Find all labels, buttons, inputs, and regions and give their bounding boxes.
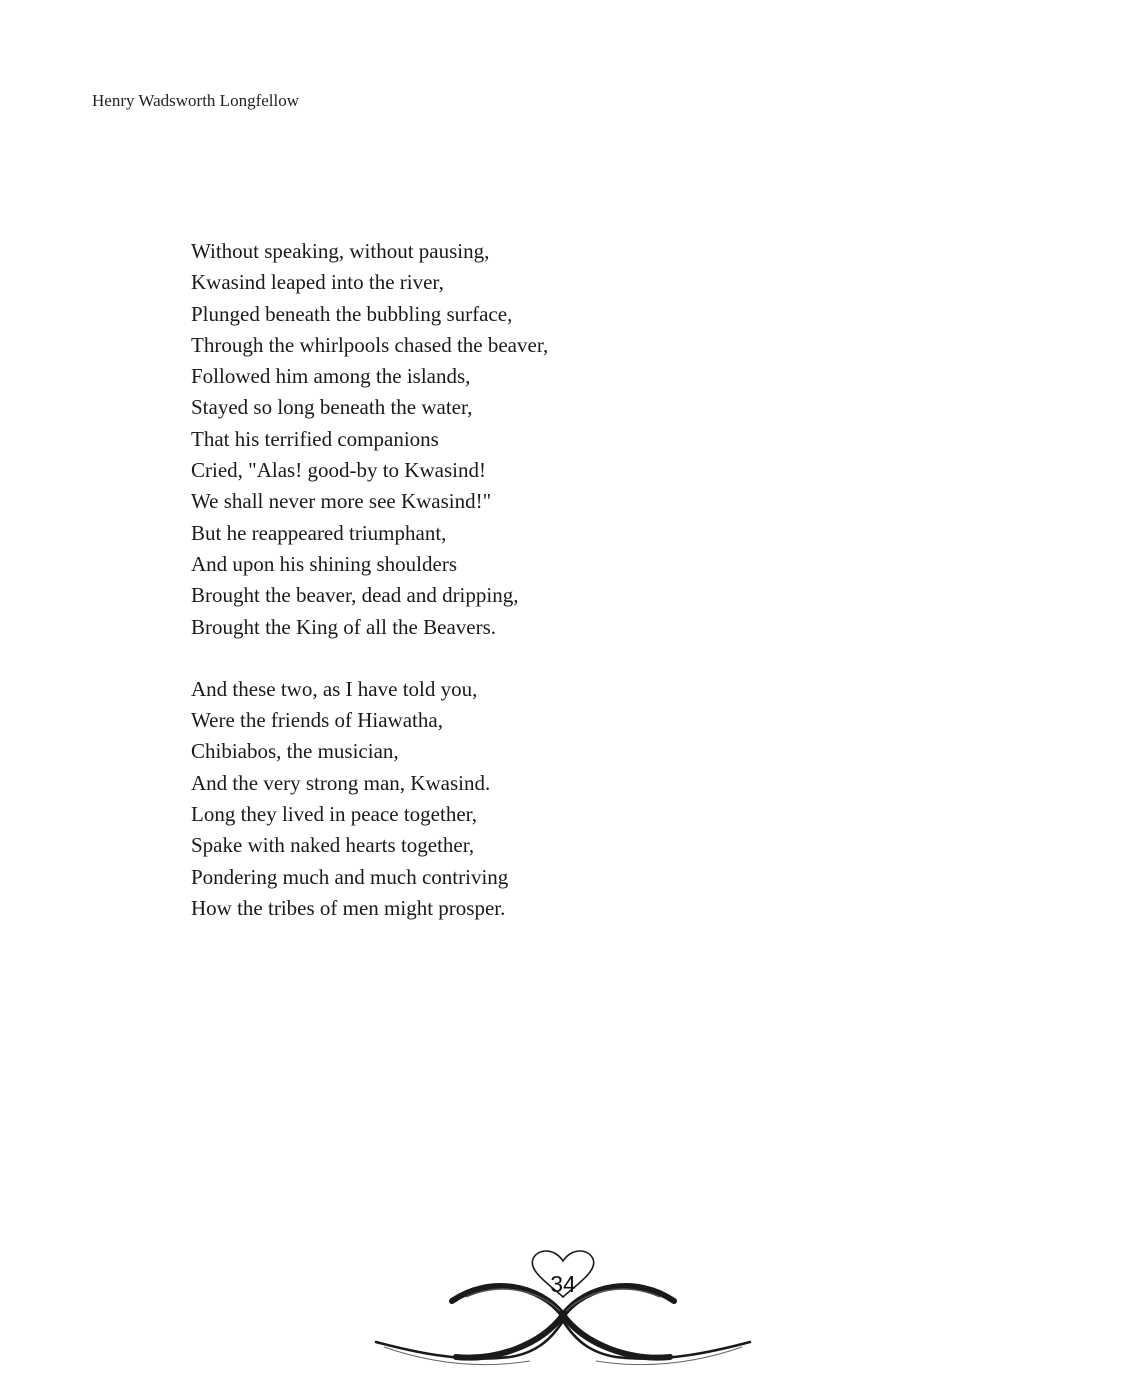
page-footer-ornament	[370, 1245, 760, 1375]
heart-swirl-ornament-icon	[370, 1245, 756, 1375]
poem-line: Long they lived in peace together,	[191, 802, 478, 827]
poem-line: We shall never more see Kwasind!"	[191, 489, 492, 514]
stanza-1	[191, 236, 891, 643]
poem-line: Pondering much and much contriving	[191, 864, 509, 889]
poem-line: Chibiabos, the musician,	[191, 739, 399, 764]
poem-line: Cried, "Alas! good-by to Kwasind!	[191, 458, 486, 483]
stanza-2	[191, 674, 891, 924]
poem-line: And upon his shining shoulders	[191, 551, 458, 576]
page-number: 34	[550, 1271, 576, 1297]
poem-line: Were the friends of Hiawatha,	[191, 708, 443, 733]
poem-body	[191, 236, 891, 955]
poem-line: That his terrified companions	[191, 426, 439, 451]
poem-line: Brought the beaver, dead and dripping,	[191, 583, 519, 608]
poem-line: Stayed so long beneath the water,	[191, 395, 473, 420]
poem-line: And the very strong man, Kwasind.	[191, 770, 491, 795]
poem-line: Followed him among the islands,	[191, 364, 471, 389]
poem-line: Plunged beneath the bubbling surface,	[191, 301, 513, 326]
poem-line: Without speaking, without pausing,	[191, 239, 490, 263]
poem-line: But he reappeared triumphant,	[191, 520, 447, 545]
poem-line: And these two, as I have told you,	[191, 676, 478, 701]
running-header: Henry Wadsworth Longfellow	[92, 91, 299, 110]
poem-line: Brought the King of all the Beavers.	[191, 614, 497, 639]
poem-line: How the tribes of men might prosper.	[191, 895, 506, 920]
poem-line: Spake with naked hearts together,	[191, 833, 475, 858]
poem-line: Through the whirlpools chased the beaver,	[191, 332, 549, 357]
poem-line: Kwasind leaped into the river,	[191, 270, 444, 295]
